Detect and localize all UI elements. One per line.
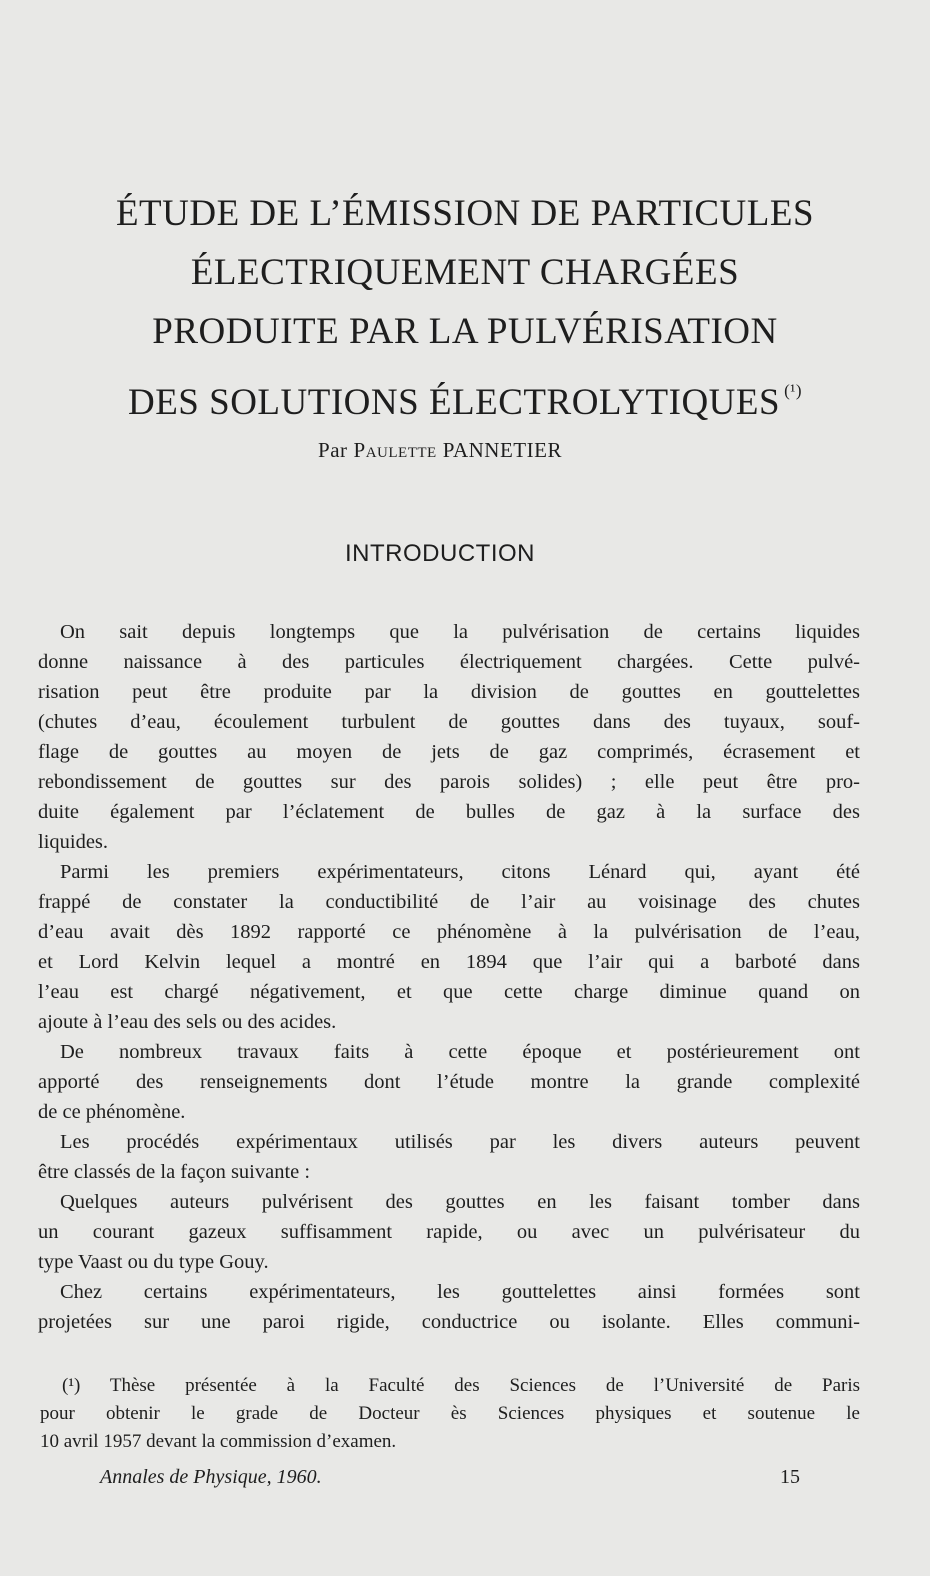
- body-line: rebondissement de gouttes sur des parois solides) ; elle peut être pro-: [38, 771, 860, 793]
- title-line-4-text: DES SOLUTIONS ÉLECTROLYTIQUES: [127, 382, 781, 423]
- body-line: flage de gouttes au moyen de jets de gaz comprimés, écrasement et: [38, 741, 860, 763]
- footnote-line: 10 avril 1957 devant la commission d’examen.: [40, 1431, 397, 1452]
- body-line: type Vaast ou du type Gouy.: [38, 1251, 269, 1273]
- footnote-line: pour obtenir le grade de Docteur ès Sciences physiques et soutenue le: [40, 1403, 860, 1424]
- title-line-3: PRODUITE PAR LA PULVÉRISATION: [152, 311, 778, 352]
- body-line: être classés de la façon suivante :: [38, 1161, 311, 1183]
- body-line: apporté des renseignements dont l’étude montre la grande complexité: [38, 1071, 860, 1093]
- body-line: De nombreux travaux faits à cette époque et postérieurement ont: [60, 1041, 860, 1063]
- page-footer: [100, 1466, 800, 1489]
- body-line: duite également par l’éclatement de bulles de gaz à la surface des: [38, 801, 860, 823]
- author-byline: [0, 438, 880, 463]
- article-title: [40, 184, 890, 432]
- body-line: l’eau est chargé négativement, et que cette charge diminue quand on: [38, 981, 860, 1003]
- body-line: donne naissance à des particules électriquement chargées. Cette pulvé-: [38, 651, 860, 673]
- body-line: de ce phénomène.: [38, 1101, 186, 1123]
- body-line: liquides.: [38, 831, 109, 853]
- footnote-line: (¹) Thèse présentée à la Faculté des Sciences de l’Université de Paris: [62, 1375, 860, 1396]
- body-line: risation peut être produite par la division de gouttes en gouttelettes: [38, 681, 860, 703]
- body-text: [38, 617, 860, 1337]
- body-line: projetées sur une paroi rigide, conductrice ou isolante. Elles communi-: [38, 1311, 860, 1333]
- body-line: (chutes d’eau, écoulement turbulent de gouttes dans des tuyaux, souf-: [38, 711, 860, 733]
- body-line: un courant gazeux suffisamment rapide, ou avec un pulvérisateur du: [38, 1221, 860, 1243]
- author-first-name: Paulette: [353, 438, 437, 462]
- section-heading: INTRODUCTION: [345, 540, 535, 567]
- body-line: Parmi les premiers expérimentateurs, citons Lénard qui, ayant été: [60, 861, 860, 883]
- footnote: [40, 1372, 860, 1456]
- title-line-4: [40, 361, 890, 432]
- title-line-2: ÉLECTRIQUEMENT CHARGÉES: [190, 252, 740, 293]
- author-last-name: PANNETIER: [442, 438, 562, 462]
- body-line: Les procédés expérimentaux utilisés par les divers auteurs peuvent: [60, 1131, 860, 1153]
- body-line: Quelques auteurs pulvérisent des gouttes en les faisant tomber dans: [60, 1191, 860, 1213]
- title-line-1: ÉTUDE DE L’ÉMISSION DE PARTICULES: [115, 193, 815, 234]
- page-number: 15: [780, 1466, 800, 1488]
- body-line: frappé de constater la conductibilité de l’air au voisinage des chutes: [38, 891, 860, 913]
- body-line: d’eau avait dès 1892 rapporté ce phénomène à la pulvérisation de l’eau,: [38, 921, 860, 943]
- body-line: et Lord Kelvin lequel a montré en 1894 que l’air qui a barboté dans: [38, 951, 860, 973]
- body-line: ajoute à l’eau des sels ou des acides.: [38, 1011, 337, 1033]
- body-line: On sait depuis longtemps que la pulvérisation de certains liquides: [60, 621, 860, 643]
- author-prefix: Par: [318, 438, 348, 462]
- journal-citation: Annales de Physique, 1960.: [100, 1466, 322, 1488]
- body-line: Chez certains expérimentateurs, les gouttelettes ainsi formées sont: [60, 1281, 860, 1303]
- title-footnote-marker: (¹): [784, 381, 803, 400]
